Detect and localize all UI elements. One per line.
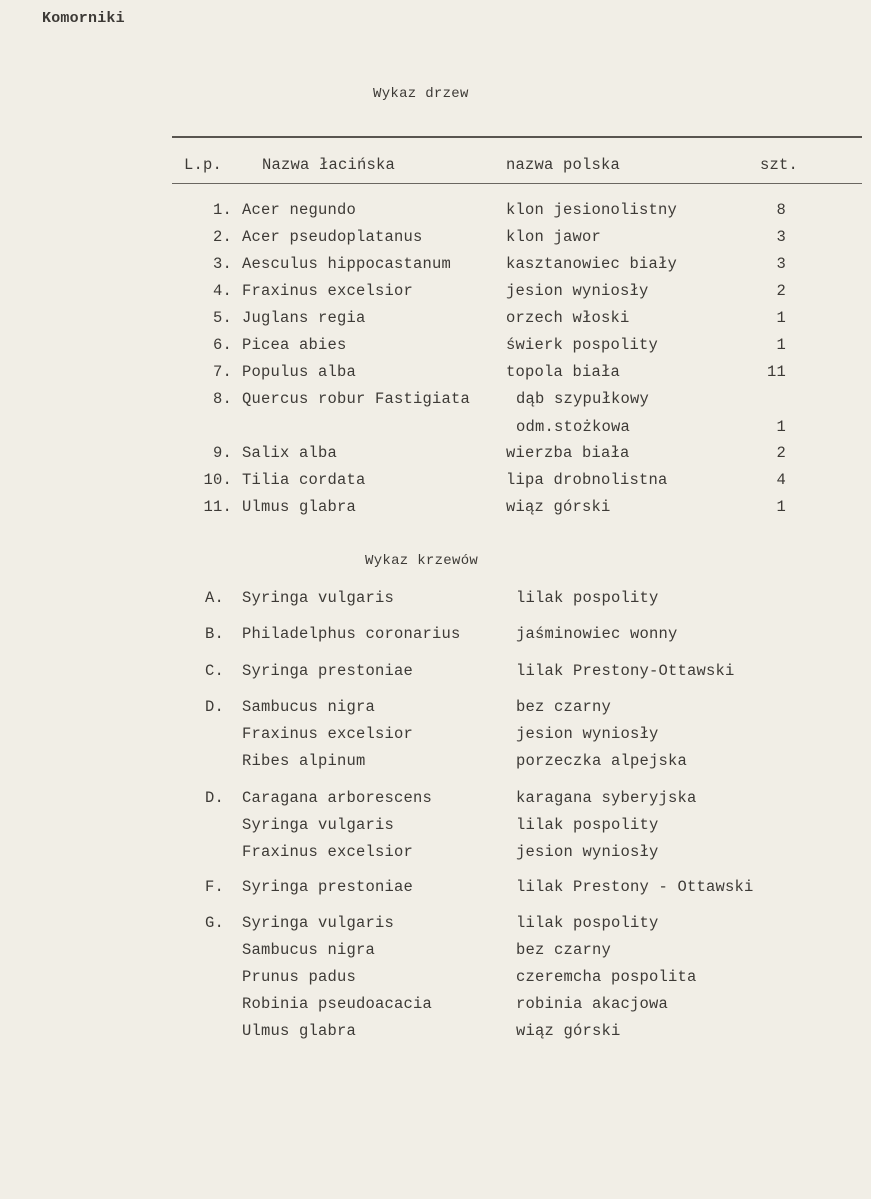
- polish-name: jesion wyniosły: [516, 725, 659, 743]
- latin-name: Picea abies: [242, 336, 347, 354]
- row-number: 11.: [203, 498, 232, 516]
- table-row: [0, 282, 871, 306]
- count: 1: [776, 336, 786, 354]
- shrubs-title: Wykaz krzewów: [365, 553, 479, 569]
- polish-name: jaśminowiec wonny: [516, 625, 678, 643]
- latin-name: Ulmus glabra: [242, 498, 357, 516]
- row-number: 3.: [212, 255, 232, 273]
- count: 4: [776, 471, 786, 489]
- polish-name: klon jawor: [506, 228, 602, 246]
- polish-name: jesion wyniosły: [506, 282, 649, 300]
- count: 1: [776, 418, 786, 436]
- latin-name: Fraxinus excelsior: [242, 282, 414, 300]
- polish-name: orzech włoski: [506, 309, 630, 327]
- table-row: [0, 336, 871, 360]
- header-latin: Nazwa łacińska: [262, 156, 396, 174]
- row-number: 6.: [212, 336, 232, 354]
- count: 8: [776, 201, 786, 219]
- polish-name-variety: odm.stożkowa: [516, 418, 631, 436]
- group-letter: F.: [205, 878, 225, 896]
- row-number: 7.: [212, 363, 232, 381]
- row-number: 10.: [203, 471, 232, 489]
- polish-name: lilak pospolity: [516, 914, 659, 932]
- latin-name: Quercus robur Fastigiata: [242, 390, 471, 408]
- polish-name: karagana syberyjska: [516, 789, 697, 807]
- latin-name: Sambucus nigra: [242, 698, 376, 716]
- latin-name: Caragana arborescens: [242, 789, 433, 807]
- polish-name: lilak Prestony-Ottawski: [516, 662, 735, 680]
- table-row: [0, 255, 871, 279]
- count: 3: [776, 255, 786, 273]
- group-letter: B.: [205, 625, 225, 643]
- polish-name: wiąz górski: [506, 498, 611, 516]
- polish-name: wierzba biała: [506, 444, 630, 462]
- polish-name: kasztanowiec biały: [506, 255, 678, 273]
- latin-name: Juglans regia: [242, 309, 366, 327]
- polish-name: dąb szypułkowy: [516, 390, 650, 408]
- trees-title: Wykaz drzew: [373, 86, 469, 102]
- count: 1: [776, 498, 786, 516]
- polish-name: bez czarny: [516, 698, 612, 716]
- polish-name: topola biała: [506, 363, 621, 381]
- polish-name: czeremcha pospolita: [516, 968, 697, 986]
- table-row: [0, 444, 871, 468]
- latin-name: Syringa vulgaris: [242, 914, 395, 932]
- count: 3: [776, 228, 786, 246]
- table-row: [0, 498, 871, 522]
- row-number: 9.: [212, 444, 232, 462]
- latin-name: Philadelphus coronarius: [242, 625, 461, 643]
- latin-name: Ribes alpinum: [242, 752, 366, 770]
- row-number: 5.: [212, 309, 232, 327]
- latin-name: Syringa vulgaris: [242, 589, 395, 607]
- row-number: 1.: [212, 201, 232, 219]
- group-letter: D.: [205, 789, 225, 807]
- latin-name: Acer pseudoplatanus: [242, 228, 423, 246]
- polish-name: lilak pospolity: [516, 589, 659, 607]
- count: 2: [776, 282, 786, 300]
- count: 11: [766, 363, 786, 381]
- row-number: 8.: [212, 390, 232, 408]
- table-header-rule: [172, 183, 862, 184]
- polish-name: jesion wyniosły: [516, 843, 659, 861]
- group-letter: D.: [205, 698, 225, 716]
- row-number: 2.: [212, 228, 232, 246]
- table-top-rule: [172, 136, 862, 138]
- polish-name: lilak pospolity: [516, 816, 659, 834]
- latin-name: Populus alba: [242, 363, 357, 381]
- table-row: [0, 309, 871, 333]
- header-count: szt.: [760, 156, 799, 174]
- polish-name: wiąz górski: [516, 1022, 621, 1040]
- latin-name: Ulmus glabra: [242, 1022, 357, 1040]
- polish-name: porzeczka alpejska: [516, 752, 688, 770]
- table-row: [0, 390, 871, 440]
- latin-name: Aesculus hippocastanum: [242, 255, 452, 273]
- table-row: [0, 201, 871, 225]
- table-row: [0, 471, 871, 495]
- latin-name: Syringa prestoniae: [242, 878, 414, 896]
- count: 2: [776, 444, 786, 462]
- table-row: [0, 228, 871, 252]
- latin-name: Fraxinus excelsior: [242, 725, 414, 743]
- polish-name: bez czarny: [516, 941, 612, 959]
- corner-label: Komorniki: [42, 10, 125, 27]
- group-letter: G.: [205, 914, 225, 932]
- latin-name: Syringa prestoniae: [242, 662, 414, 680]
- latin-name: Tilia cordata: [242, 471, 366, 489]
- row-number: 4.: [212, 282, 232, 300]
- latin-name: Fraxinus excelsior: [242, 843, 414, 861]
- polish-name: klon jesionolistny: [506, 201, 678, 219]
- polish-name: lipa drobnolistna: [506, 471, 668, 489]
- count: 1: [776, 309, 786, 327]
- polish-name: lilak Prestony - Ottawski: [516, 878, 754, 896]
- table-row: [0, 363, 871, 387]
- group-letter: A.: [205, 589, 225, 607]
- header-lp: L.p.: [184, 156, 223, 174]
- header-polish: nazwa polska: [506, 156, 621, 174]
- latin-name: Syringa vulgaris: [242, 816, 395, 834]
- polish-name: świerk pospolity: [506, 336, 659, 354]
- latin-name: Robinia pseudoacacia: [242, 995, 433, 1013]
- latin-name: Salix alba: [242, 444, 338, 462]
- latin-name: Prunus padus: [242, 968, 357, 986]
- group-letter: C.: [205, 662, 225, 680]
- latin-name: Acer negundo: [242, 201, 357, 219]
- latin-name: Sambucus nigra: [242, 941, 376, 959]
- polish-name: robinia akacjowa: [516, 995, 669, 1013]
